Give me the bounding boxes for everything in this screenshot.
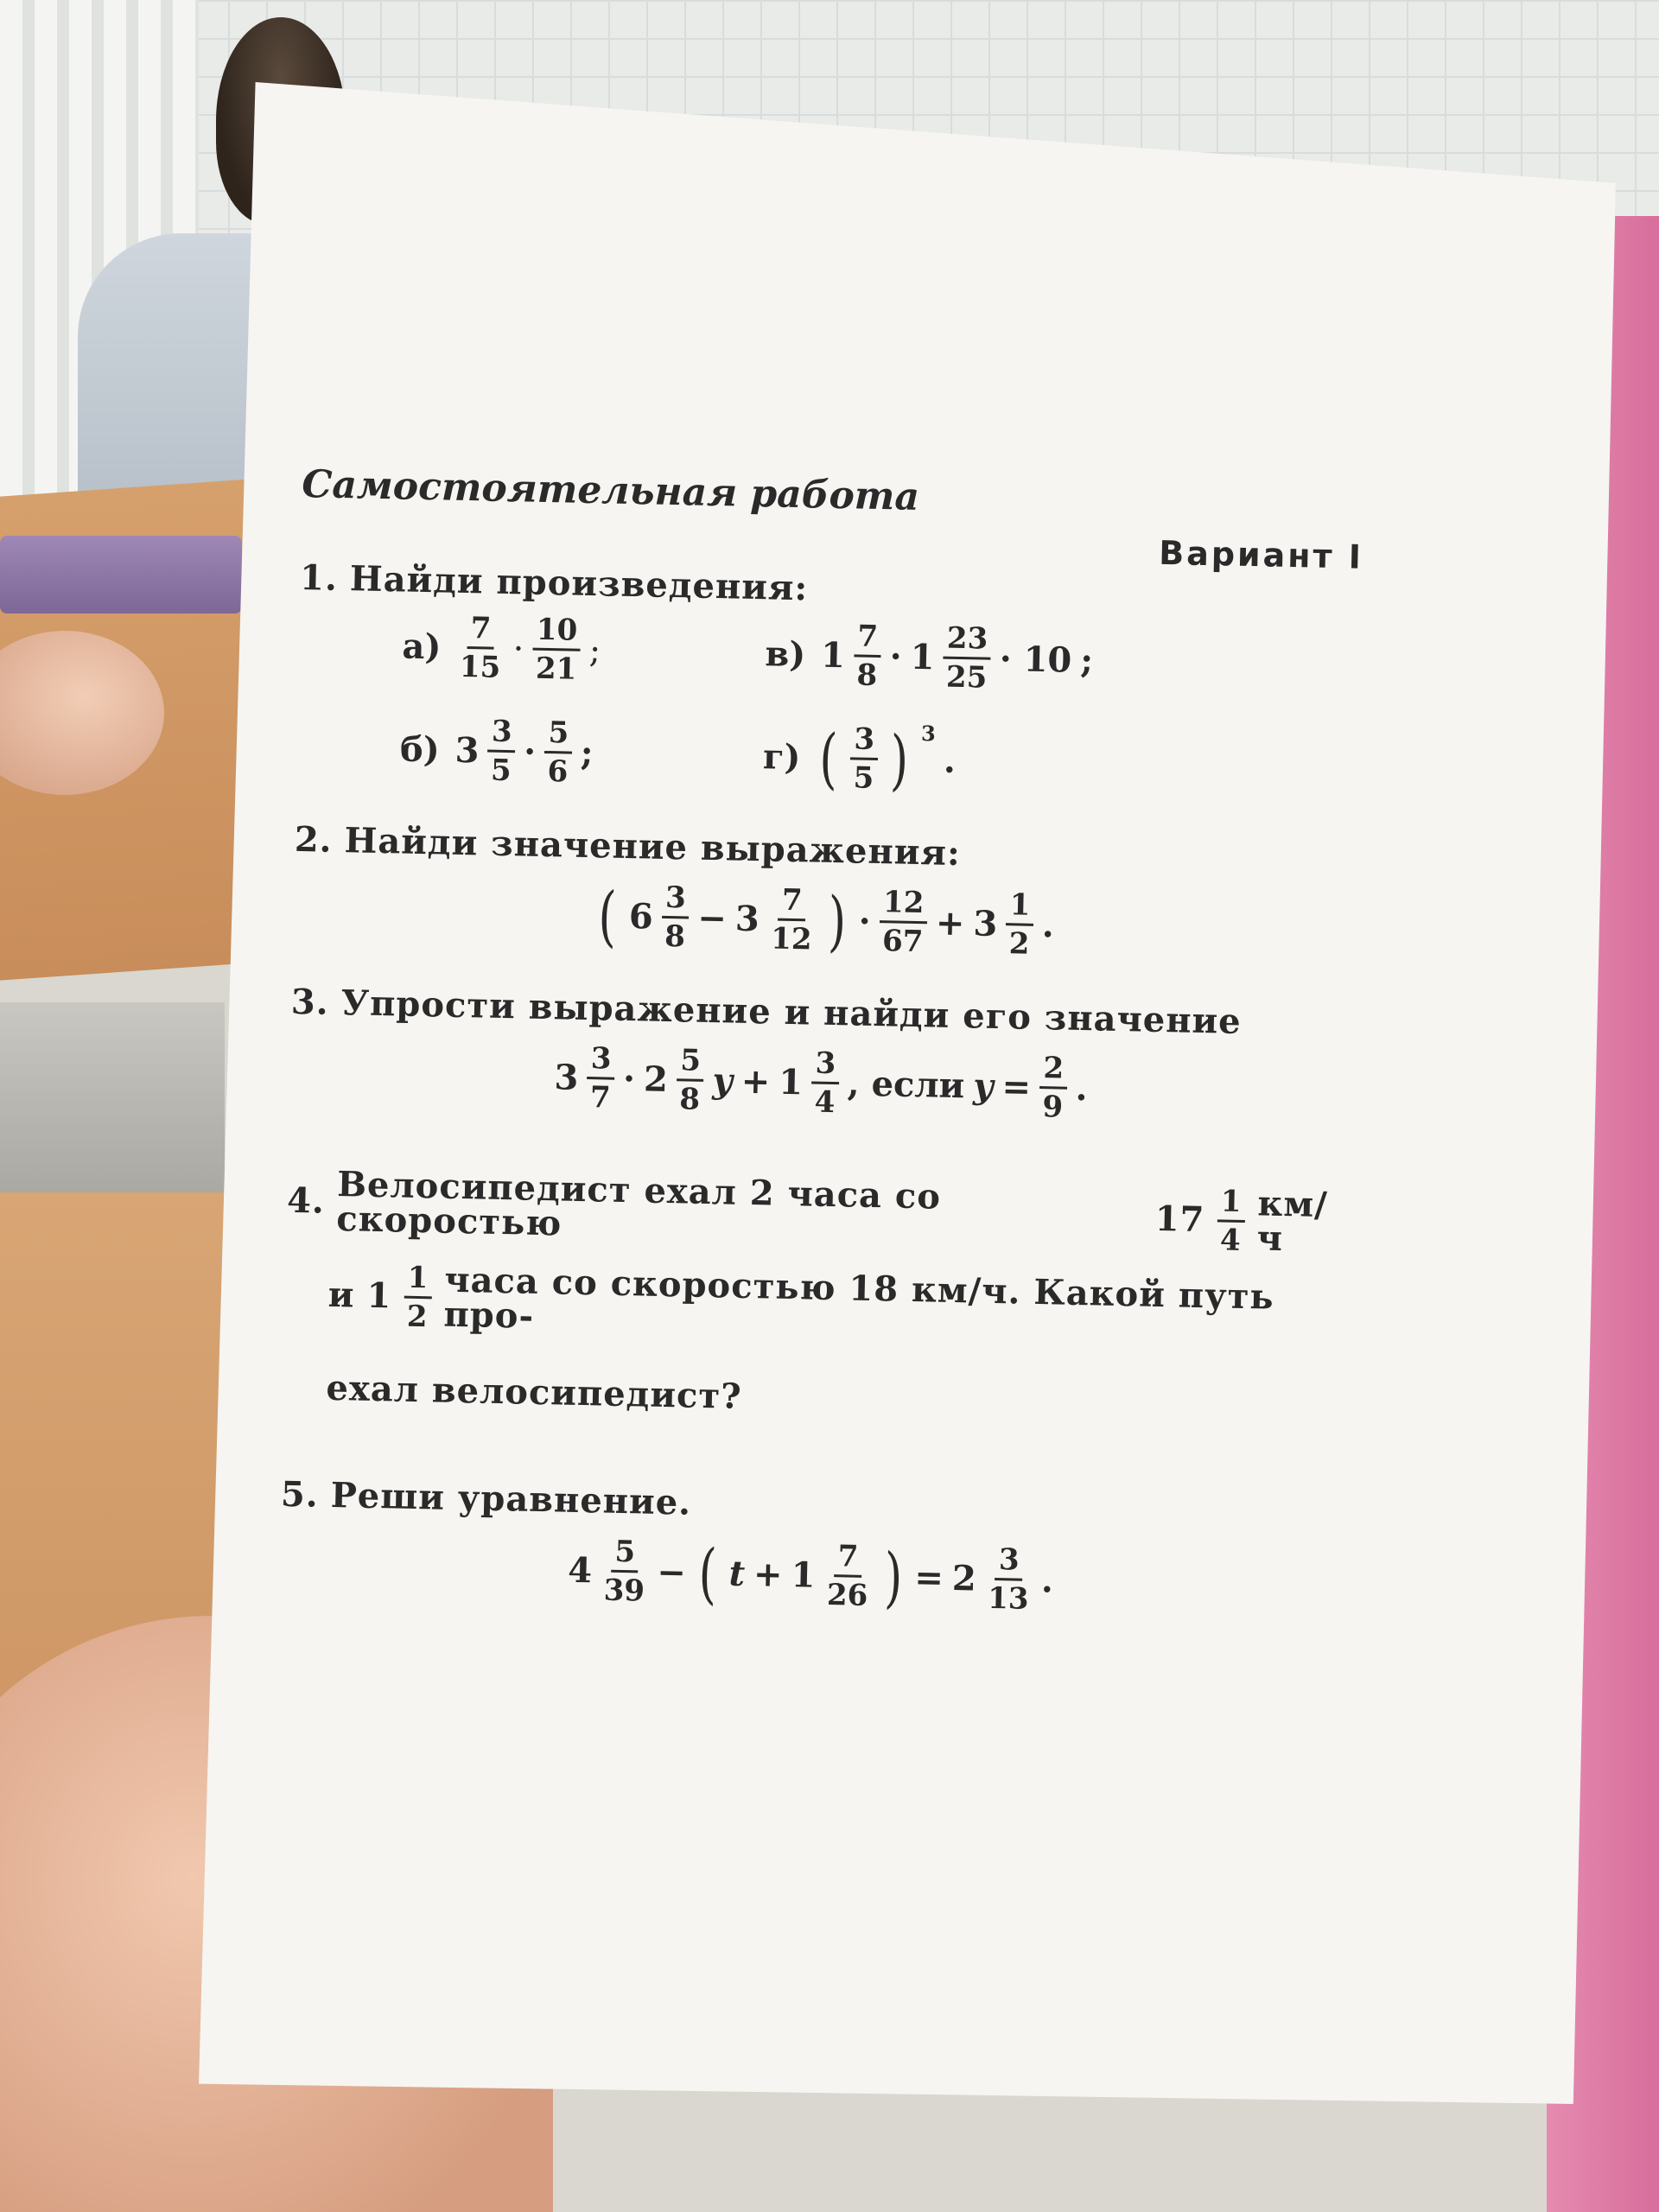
fraction — [823, 1541, 873, 1611]
numerator: 5 — [611, 1537, 639, 1573]
expression — [594, 876, 1055, 962]
parenthesis: ( — [597, 876, 618, 955]
parenthesis: ) — [883, 1537, 903, 1616]
operator: · — [523, 731, 537, 772]
parenthesis: ( — [818, 719, 839, 797]
item-label: б) — [399, 728, 441, 771]
task-5-equation — [278, 1530, 1342, 1621]
fraction — [661, 880, 690, 955]
task-text: часа со скоростью 18 км/ч. Какой путь про- — [443, 1259, 1275, 1337]
task-text: Упрости выражение и найди его значение — [340, 982, 1243, 1042]
task-number: 3. — [290, 981, 330, 1023]
operator: = — [1001, 1066, 1032, 1108]
task-text: ехал велосипедист? — [326, 1367, 743, 1417]
numerator: 1 — [1217, 1186, 1246, 1223]
fraction — [849, 721, 878, 796]
numerator: 3 — [587, 1044, 615, 1080]
denominator: 21 — [535, 651, 577, 687]
denominator: 39 — [603, 1573, 645, 1609]
punctuation: ; — [580, 732, 594, 774]
item-label: г) — [762, 736, 801, 779]
punctuation: . — [943, 740, 957, 781]
task-text: и — [327, 1274, 355, 1316]
task-5 — [278, 1474, 1344, 1621]
task-5-heading — [280, 1474, 1344, 1537]
numerator: 3 — [811, 1049, 840, 1085]
numerator: 2 — [1039, 1053, 1068, 1090]
denominator: 26 — [826, 1578, 868, 1613]
operator: + — [753, 1554, 784, 1595]
task-text: Найди значение выражения: — [344, 820, 962, 874]
item-v — [765, 620, 1233, 697]
task-4-line-1 — [286, 1166, 1350, 1258]
denominator: 6 — [547, 754, 569, 790]
fraction — [600, 1534, 649, 1609]
pencil-case — [0, 536, 242, 613]
whole-part: 17 — [1154, 1198, 1205, 1241]
task-text: Реши уравнение. — [330, 1474, 692, 1523]
fraction — [1217, 1183, 1246, 1258]
numerator: 7 — [467, 613, 495, 650]
punctuation: ; — [588, 630, 601, 671]
numerator: 7 — [834, 1541, 862, 1578]
denominator: 2 — [406, 1299, 429, 1334]
fraction — [810, 1046, 839, 1121]
task-3-heading — [290, 982, 1354, 1045]
item-b — [399, 715, 764, 791]
whole-part: 1 — [820, 634, 846, 677]
task-3-expression — [289, 1038, 1352, 1128]
task-text: Велосипедист ехал 2 часа со скоростью — [335, 1164, 942, 1244]
denominator: 67 — [881, 924, 924, 960]
denominator: 2 — [1008, 926, 1030, 962]
equation — [567, 1536, 1053, 1615]
denominator: 12 — [770, 921, 812, 957]
numerator: 7 — [778, 886, 806, 922]
unit: км/ч — [1256, 1183, 1329, 1259]
operator: − — [696, 897, 728, 939]
task-1 — [296, 557, 1363, 804]
numerator: 12 — [880, 887, 928, 924]
whole-part: 6 — [628, 896, 654, 938]
expression — [554, 1041, 1089, 1125]
numerator: 5 — [677, 1046, 705, 1082]
fraction — [403, 1262, 432, 1332]
denominator: 8 — [678, 1082, 701, 1117]
task-2-heading — [294, 819, 1357, 882]
whole-part: 2 — [951, 1558, 977, 1599]
factor: · 10 — [999, 638, 1072, 681]
denominator: 8 — [856, 658, 878, 693]
fraction — [984, 1542, 1033, 1617]
task-4 — [283, 1166, 1351, 1427]
operator: = — [913, 1557, 944, 1599]
task-number: 4. — [286, 1179, 326, 1222]
numerator: 3 — [995, 1545, 1024, 1581]
numerator: 23 — [943, 624, 991, 660]
operator: · — [512, 628, 524, 669]
numerator: 1 — [1006, 890, 1034, 926]
worksheet-title: Самостоятельная работа — [301, 462, 920, 519]
variant-label: Вариант I — [1158, 533, 1364, 576]
denominator: 5 — [853, 760, 874, 796]
denominator: 15 — [459, 649, 501, 685]
fraction — [456, 613, 505, 683]
whole-part: 1 — [791, 1554, 816, 1596]
exponent: 3 — [920, 721, 937, 747]
whole-part: 1 — [366, 1274, 392, 1317]
whole-part: 4 — [567, 1549, 593, 1592]
denominator: 7 — [589, 1080, 612, 1116]
whole-part: 3 — [972, 903, 998, 944]
denominator: 5 — [490, 753, 512, 789]
punctuation: . — [1075, 1067, 1089, 1109]
worksheet-content — [278, 462, 1365, 1658]
fraction — [1039, 1051, 1067, 1125]
operator: · — [622, 1058, 636, 1100]
item-label: в) — [764, 633, 806, 676]
whole-part: 3 — [734, 898, 760, 940]
fraction — [532, 612, 582, 687]
whole-part: 3 — [454, 729, 480, 772]
denominator: 25 — [945, 659, 988, 696]
parenthesis: ) — [827, 881, 848, 959]
task-3 — [289, 982, 1354, 1128]
condition-text: , если — [847, 1063, 965, 1107]
variable: y — [972, 1065, 994, 1107]
task-number: 2. — [294, 818, 334, 861]
chair-back — [0, 1002, 225, 1201]
operator: − — [656, 1551, 687, 1593]
denominator: 4 — [814, 1084, 836, 1121]
punctuation: . — [1041, 905, 1055, 946]
task-text: Найди произведения: — [349, 558, 809, 609]
variable: y — [712, 1060, 734, 1102]
whole-part: 3 — [554, 1057, 579, 1098]
task-number: 5. — [280, 1473, 320, 1516]
fraction — [879, 885, 928, 960]
task-number: 1. — [299, 556, 339, 599]
denominator: 4 — [1219, 1222, 1243, 1258]
punctuation: ; — [1079, 639, 1094, 682]
whole-part: 1 — [910, 636, 935, 678]
operator: · — [858, 900, 872, 942]
numerator: 5 — [544, 718, 573, 754]
operator: + — [935, 902, 965, 944]
task-2 — [292, 819, 1357, 966]
variable: t — [728, 1553, 746, 1595]
denominator: 13 — [987, 1580, 1029, 1617]
operator: · — [889, 636, 903, 677]
numerator: 3 — [662, 883, 690, 919]
expression — [454, 714, 594, 790]
parenthesis: ) — [889, 720, 909, 798]
fraction — [767, 882, 817, 957]
expression — [820, 621, 1093, 696]
numerator: 7 — [854, 621, 882, 658]
task-4-line-2 — [327, 1261, 1348, 1351]
whole-part: 1 — [778, 1061, 804, 1103]
punctuation: . — [1040, 1560, 1054, 1601]
item-g — [762, 719, 1230, 800]
parenthesis: ( — [697, 1534, 718, 1611]
fraction — [853, 619, 881, 693]
expression — [816, 719, 957, 798]
fraction — [543, 715, 572, 790]
task-2-expression — [292, 875, 1356, 966]
item-a — [402, 612, 766, 688]
denominator: 9 — [1042, 1090, 1064, 1125]
whole-part: 2 — [643, 1058, 669, 1101]
fraction — [587, 1041, 615, 1116]
fraction — [487, 714, 516, 789]
numerator: 3 — [487, 717, 516, 753]
numerator: 10 — [532, 615, 581, 652]
fraction — [1005, 887, 1033, 962]
item-label: а) — [402, 626, 442, 668]
task-4-line-3 — [326, 1367, 1346, 1427]
numerator: 1 — [404, 1262, 433, 1299]
numerator: 3 — [850, 724, 879, 760]
task-1-items — [399, 612, 1362, 803]
fraction — [943, 620, 992, 696]
denominator: 8 — [664, 918, 686, 955]
operator: + — [741, 1060, 771, 1103]
fraction — [676, 1043, 704, 1117]
